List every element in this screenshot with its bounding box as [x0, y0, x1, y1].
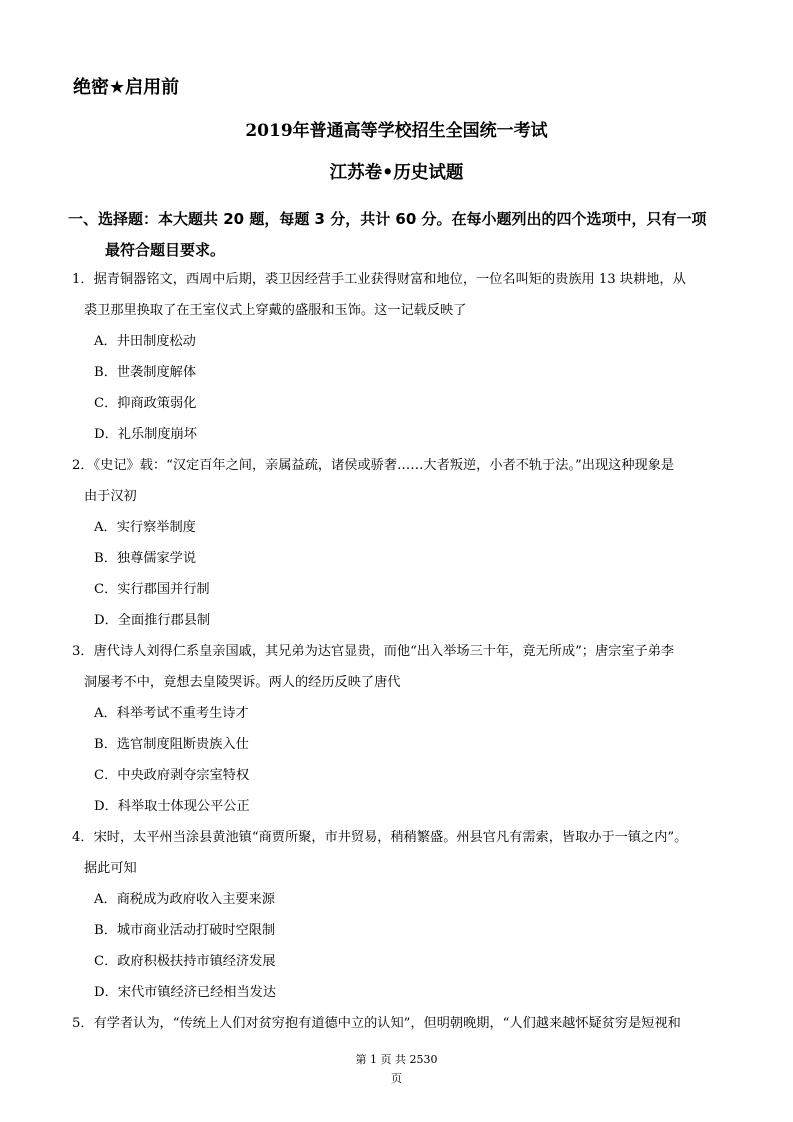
question-stem-line: 2．《史记》载：“汉定百年之间，亲属益疏，诸侯或骄奢……大者叛逆，小者不轨于法。”出现这种现象是 — [72, 458, 675, 473]
option-b: B．世袭制度解体 — [94, 365, 197, 380]
exam-subtitle: 江苏卷•历史试题 — [329, 163, 464, 183]
question-stem-line: 据此可知 — [84, 861, 137, 876]
option-b: B．城市商业活动打破时空限制 — [94, 923, 276, 938]
question-stem-line: 1．据青铜器铭文，西周中后期，裘卫因经营手工业获得财富和地位，一位名叫矩的贵族用 13 块耕地，从 — [72, 272, 686, 287]
option-a: A．实行察举制度 — [94, 520, 196, 535]
option-c: C．中央政府剥夺宗室特权 — [94, 768, 250, 783]
question-stem-line: 由于汉初 — [84, 489, 137, 504]
option-b: B．独尊儒家学说 — [94, 551, 197, 566]
option-b: B．选官制度阻断贵族入仕 — [94, 737, 249, 752]
question-stem-line: 洞屡考不中，竟想去皇陵哭诉。两人的经历反映了唐代 — [84, 675, 401, 690]
option-d: D．礼乐制度崩坏 — [94, 427, 197, 442]
option-a: A．商税成为政府收入主要来源 — [94, 892, 275, 907]
question-5 — [72, 1008, 732, 1039]
section-heading-line1: 一、选择题：本大题共 20 题，每题 3 分，共计 60 分。在每小题列出的四个选项中，只有一项 — [68, 210, 707, 228]
question-1 — [72, 264, 732, 450]
exam-title: 2019年普通高等学校招生全国统一考试 — [245, 121, 548, 141]
option-c: C．实行郡国并行制 — [94, 582, 210, 597]
option-d: D．全面推行郡县制 — [94, 613, 211, 628]
page-number: 第 1 页 共 2530 — [355, 1053, 438, 1066]
question-stem-line: 3．唐代诗人刘得仁系皇亲国戚，其兄弟为达官显贵，而他“出入举场三十年，竟无所成”；唐宗室子弟李 — [72, 644, 675, 659]
option-d: D．科举取士体现公平公正 — [94, 799, 250, 814]
question-4 — [72, 822, 732, 1008]
confidential-label: 绝密★启用前 — [73, 77, 180, 98]
section-heading-line2: 最符合题目要求。 — [105, 241, 226, 259]
question-stem-line: 4．宋时，太平州当涂县黄池镇“商贾所聚，市井贸易，稍稍繁盛。州县官凡有需索，皆取办于一镇之内”。 — [72, 830, 688, 845]
option-a: A．井田制度松动 — [94, 334, 196, 349]
option-c: C．政府积极扶持市镇经济发展 — [94, 954, 276, 969]
question-3 — [72, 636, 732, 822]
option-c: C．抑商政策弱化 — [94, 396, 197, 411]
question-stem-line: 裘卫那里换取了在王室仪式上穿戴的盛服和玉饰。这一记载反映了 — [84, 303, 467, 318]
question-2 — [72, 450, 732, 636]
option-a: A．科举考试不重考生诗才 — [94, 706, 249, 721]
option-d: D．宋代市镇经济已经相当发达 — [94, 985, 277, 1000]
section-heading — [68, 204, 728, 266]
question-stem-line: 5．有学者认为，“传统上人们对贫穷抱有道德中立的认知”，但明朝晚期，“人们越来越怀疑贫穷是短视和 — [72, 1016, 681, 1031]
page-number-suffix: 页 — [391, 1072, 402, 1085]
question-list — [72, 264, 732, 1039]
